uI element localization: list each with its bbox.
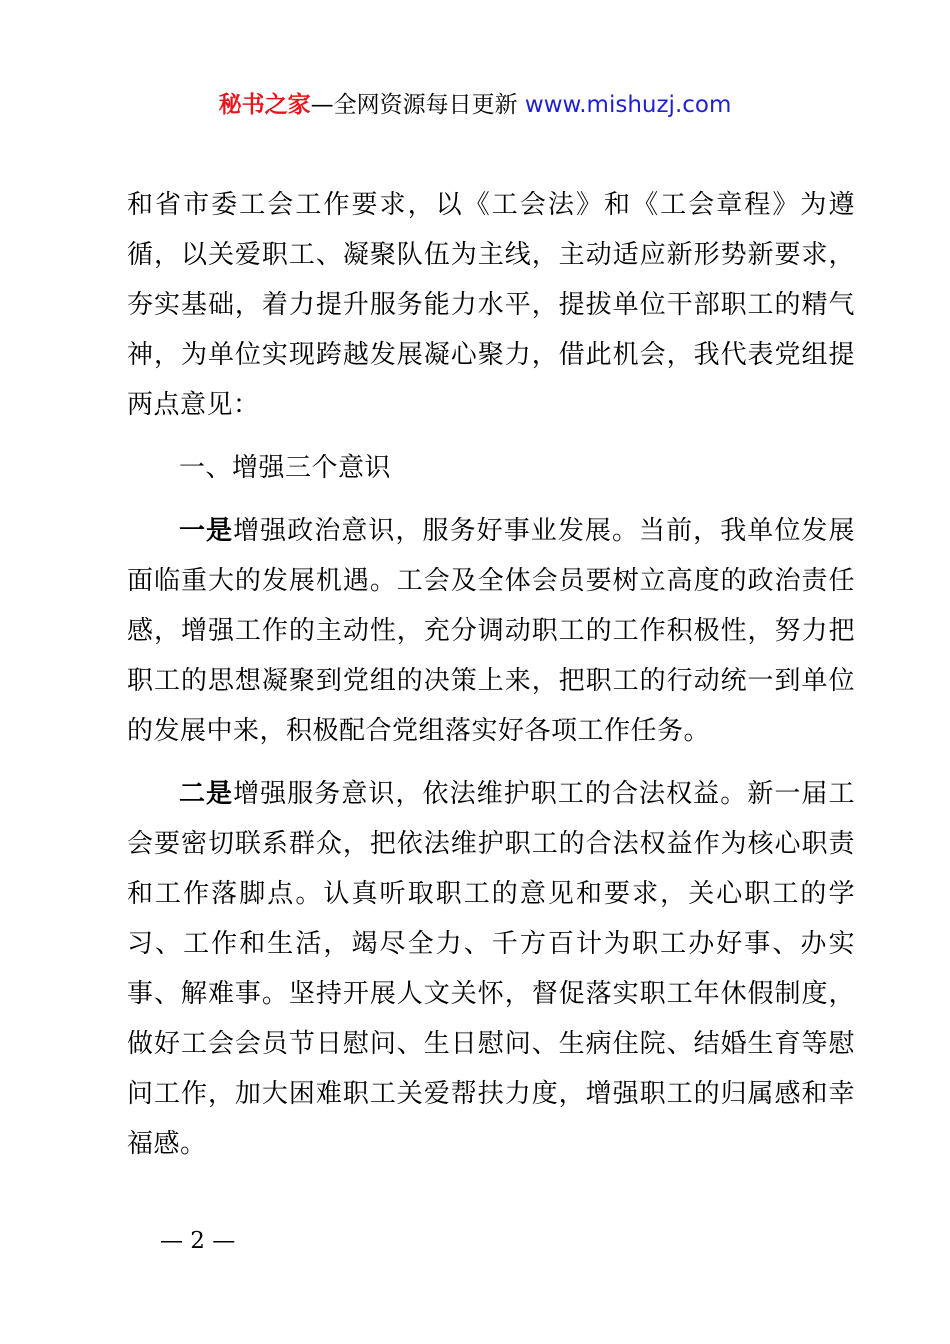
paragraph-body: 增强政治意识，服务好事业发展。当前，我单位发展面临重大的发展机遇。工会及全体会员要树立高度的政治责任感，增强工作的主动性，充分调动职工的工作积极性，努力把职工的思想凝聚到党组的决策上来，把职工的行动统一到单位的发展中来，积极配合党组落实好各项工作任务。 xyxy=(127,516,855,746)
site-url-link[interactable]: www.mishuzj.com xyxy=(524,92,732,118)
paragraph-lead-label: 一是 xyxy=(179,516,234,546)
paragraph-opening: 和省市委工会工作要求，以《工会法》和《工会章程》为遵循，以关爱职工、凝聚队伍为主线，主动适应新形势新要求，夯实基础，着力提升服务能力水平，提拔单位干部职工的精气神，为单位实现跨越发展凝心聚力，借此机会，我代表党组提两点意见： xyxy=(127,190,855,420)
section-heading: 一、增强三个意识 xyxy=(179,453,392,483)
document-body xyxy=(127,180,855,1169)
paragraph-lead-label: 二是 xyxy=(179,779,234,809)
paragraph-political-awareness xyxy=(127,506,855,756)
page-header xyxy=(0,88,950,122)
header-tagline: —全网资源每日更新 xyxy=(310,92,518,118)
paragraph-service-awareness xyxy=(127,769,855,1169)
paragraph-body: 增强服务意识，依法维护职工的合法权益。新一届工会要密切联系群众，把依法维护职工的合法权益作为核心职责和工作落脚点。认真听取职工的意见和要求，关心职工的学习、工作和生活，竭尽全力、千方百计为职工办好事、办实事、解难事。坚持开展人文关怀，督促落实职工年休假制度，做好工会会员节日慰问、生日慰问、生病住院、结婚生育等慰问工作，加大困难职工关爱帮扶力度，增强职工的归属感和幸福感。 xyxy=(127,779,855,1159)
page-number: — 2 — xyxy=(160,1228,236,1254)
brand-name: 秘书之家 xyxy=(218,92,311,118)
